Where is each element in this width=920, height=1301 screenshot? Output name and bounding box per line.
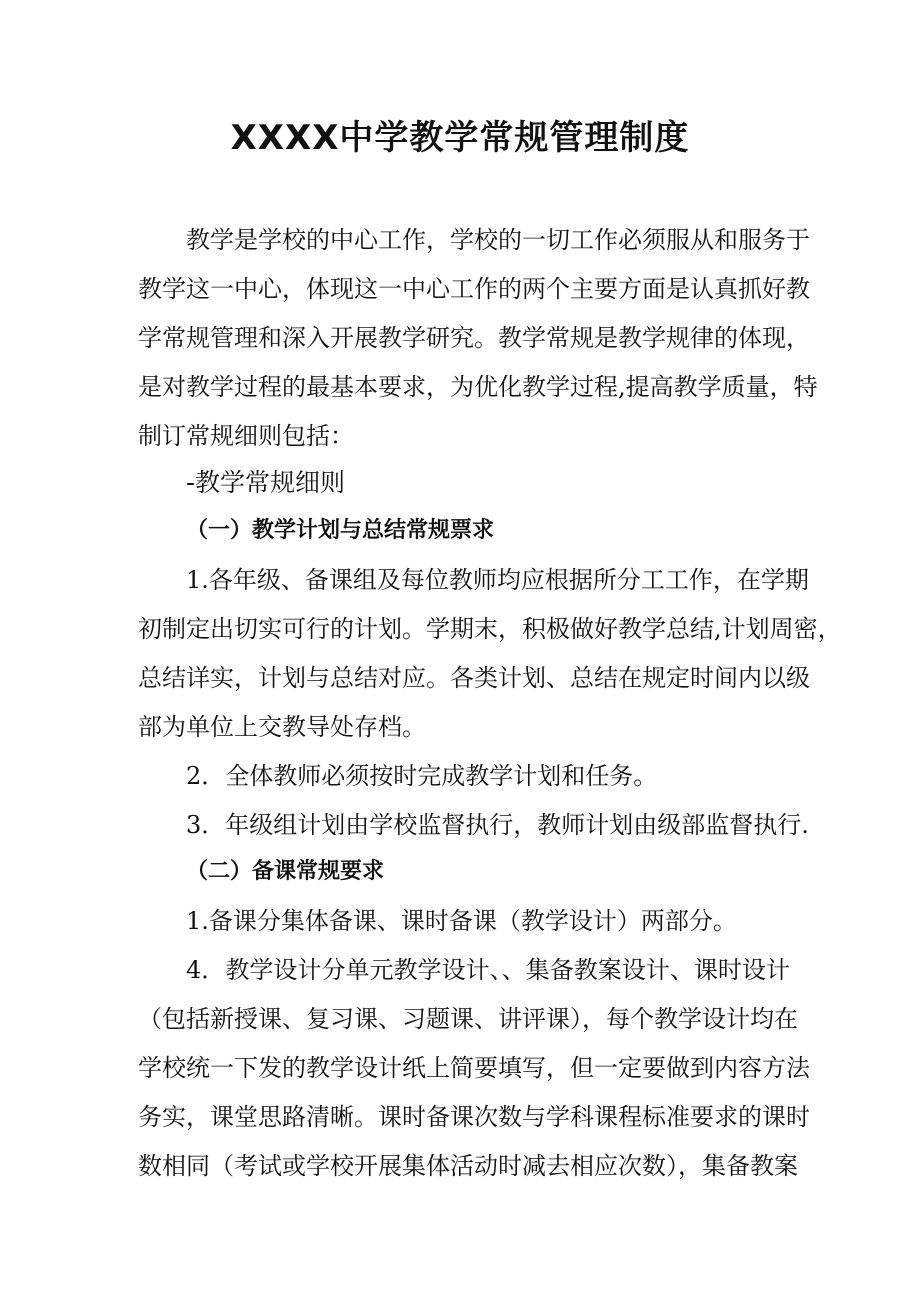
part1-item2: 2．全体教师必须按时完成教学计划和任务。 [186, 762, 658, 790]
part1-item1-line: 1.各年级、备课组及每位教师均应根据所分工工作，在学期 [186, 566, 809, 594]
part2-item4-line: 学校统一下发的教学设计纸上简要填写，但一定要做到内容方法 [138, 1054, 810, 1082]
part2-item4-line: （包括新授课、复习课、习题课、讲评课），每个教学设计均在 [138, 1005, 798, 1033]
part1-item1-line: 初制定出切实可行的计划。学期末，积极做好教学总结,计划周密， [138, 615, 842, 643]
intro-line: 学常规管理和深入开展教学研究。教学常规是教学规律的体现， [138, 324, 810, 352]
part2-item4-line: 4．教学设计分单元教学设计、、集备教案设计、课时设计 [186, 956, 790, 984]
part1-item1-line: 总结详实，计划与总结对应。各类计划、总结在规定时间内以级 [138, 664, 810, 692]
intro-line: 教学是学校的中心工作，学校的一切工作必须服从和服务于 [186, 226, 810, 254]
section-heading: -教学常规细则 [186, 468, 346, 497]
intro-line: 教学这一中心，体现这一中心工作的两个主要方面是认真抓好教 [138, 275, 810, 303]
part1-item3: 3．年级组计划由学校监督执行，教师计划由级部监督执行. [186, 811, 809, 839]
intro-line: 是对教学过程的最基本要求，为优化教学过程,提高教学质量，特 [138, 373, 818, 401]
part2-item4-line: 数相同（考试或学校开展集体活动时减去相应次数），集备教案 [138, 1152, 798, 1180]
part2-item1: 1.备课分集体备课、课时备课（教学设计）两部分。 [186, 907, 737, 935]
part2-heading: （二）备课常规要求 [186, 859, 385, 884]
part2-item4-line: 务实，课堂思路清晰。课时备课次数与学科课程标准要求的课时 [138, 1103, 810, 1131]
part1-heading: （一）教学计划与总结常规票求 [186, 518, 495, 543]
document-title: XXXX中学教学常规管理制度 [230, 118, 690, 158]
part1-item1-line: 部为单位上交教导处存档。 [138, 713, 426, 741]
intro-line: 制订常规细则包括： [138, 422, 354, 450]
